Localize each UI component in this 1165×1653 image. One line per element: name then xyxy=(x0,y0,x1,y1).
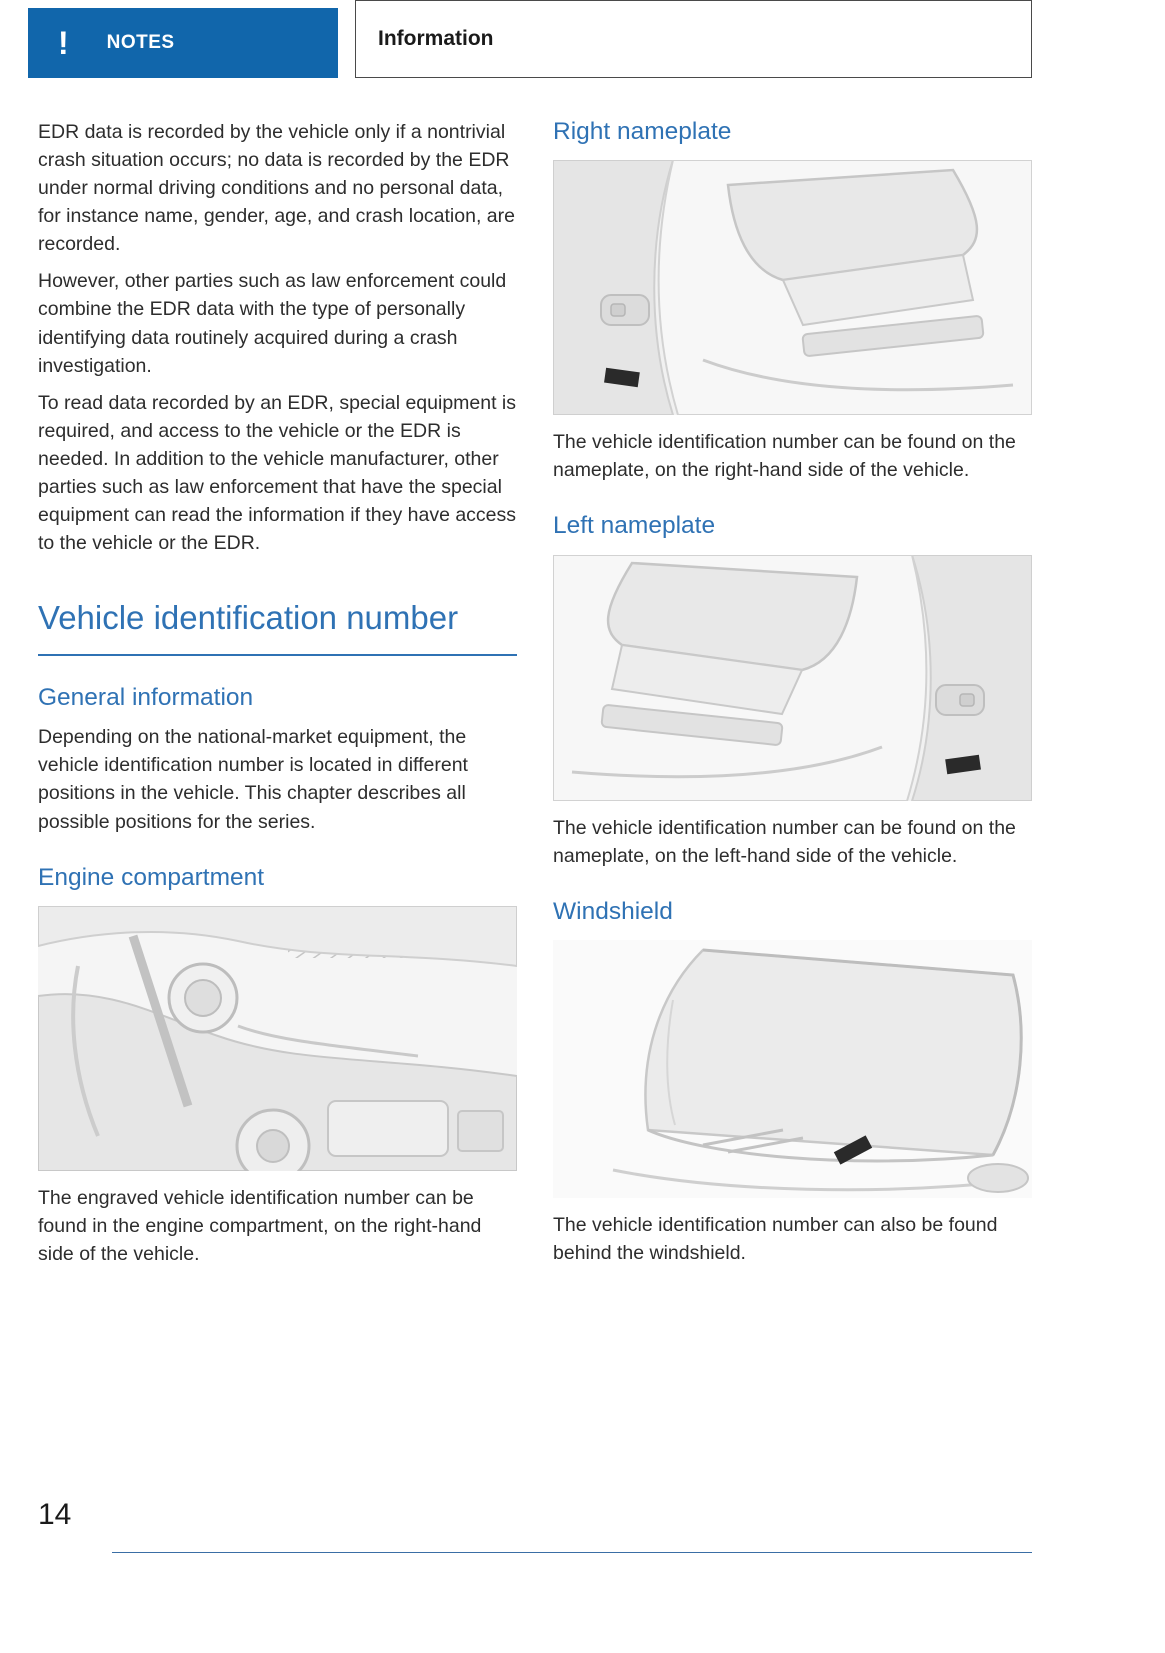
engine-compartment-image xyxy=(38,906,517,1171)
edr-paragraph-2: However, other parties such as law enforcement could combine the EDR data with the type of personally identifying data routinely acquired during a crash investigation. xyxy=(38,270,507,377)
footer-rule xyxy=(112,1552,1032,1553)
subheading-windshield: Windshield xyxy=(553,897,673,925)
engine-compartment-caption: The engraved vehicle identification number can be found in the engine compartment, on the right-hand side of the vehicle. xyxy=(38,1186,482,1265)
engine-compartment-drawing xyxy=(38,906,517,1171)
left-nameplate-image xyxy=(553,555,1032,801)
notes-label: NOTES xyxy=(106,32,175,53)
right-nameplate-image xyxy=(553,160,1032,415)
subheading-general-information: General information xyxy=(38,684,254,712)
edr-paragraph-3: To read data recorded by an EDR, special equipment is required, and access to the vehicle or the EDR is needed. In addition to the vehicle manufacturer, other parties such as law enforcement that have the special equipment can read the information if they have access to the vehicle or the EDR. xyxy=(38,391,517,555)
edr-paragraph-1: EDR data is recorded by the vehicle only if a nontrivial crash situation occurs; no data is recorded by the EDR under normal driving conditions and no personal data, for instance name, gender, age, and crash location, are recorded. xyxy=(38,121,515,256)
page-content xyxy=(38,118,1032,1277)
section-title: Information xyxy=(378,27,494,50)
left-nameplate-drawing xyxy=(553,555,1032,801)
windshield-image xyxy=(553,940,1032,1198)
right-nameplate-caption: The vehicle identification number can be found on the nameplate, on the right-hand side of the vehicle. xyxy=(553,431,1016,482)
left-column xyxy=(38,118,517,1277)
general-information-body: Depending on the national-market equipment, the vehicle identification number is located in different positions in the vehicle. This chapter describes all possible positions for the series. xyxy=(38,726,468,833)
subheading-engine-compartment: Engine compartment xyxy=(38,863,265,891)
notes-banner xyxy=(28,8,338,78)
subheading-left-nameplate: Left nameplate xyxy=(553,512,716,540)
section-header-box xyxy=(355,0,1032,78)
page-number: 14 xyxy=(38,1498,72,1531)
chapter-heading-vehicle-identification-number: Vehicle identification number xyxy=(38,599,517,656)
exclamation-icon: ! xyxy=(58,25,69,61)
subheading-right-nameplate: Right nameplate xyxy=(553,118,732,145)
right-nameplate-drawing xyxy=(553,160,1032,415)
windshield-caption: The vehicle identification number can also be found behind the windshield. xyxy=(553,1213,998,1264)
windshield-drawing xyxy=(553,940,1032,1198)
left-nameplate-caption: The vehicle identification number can be found on the nameplate, on the left-hand side of the vehicle. xyxy=(553,816,1016,867)
right-column xyxy=(553,118,1032,1277)
